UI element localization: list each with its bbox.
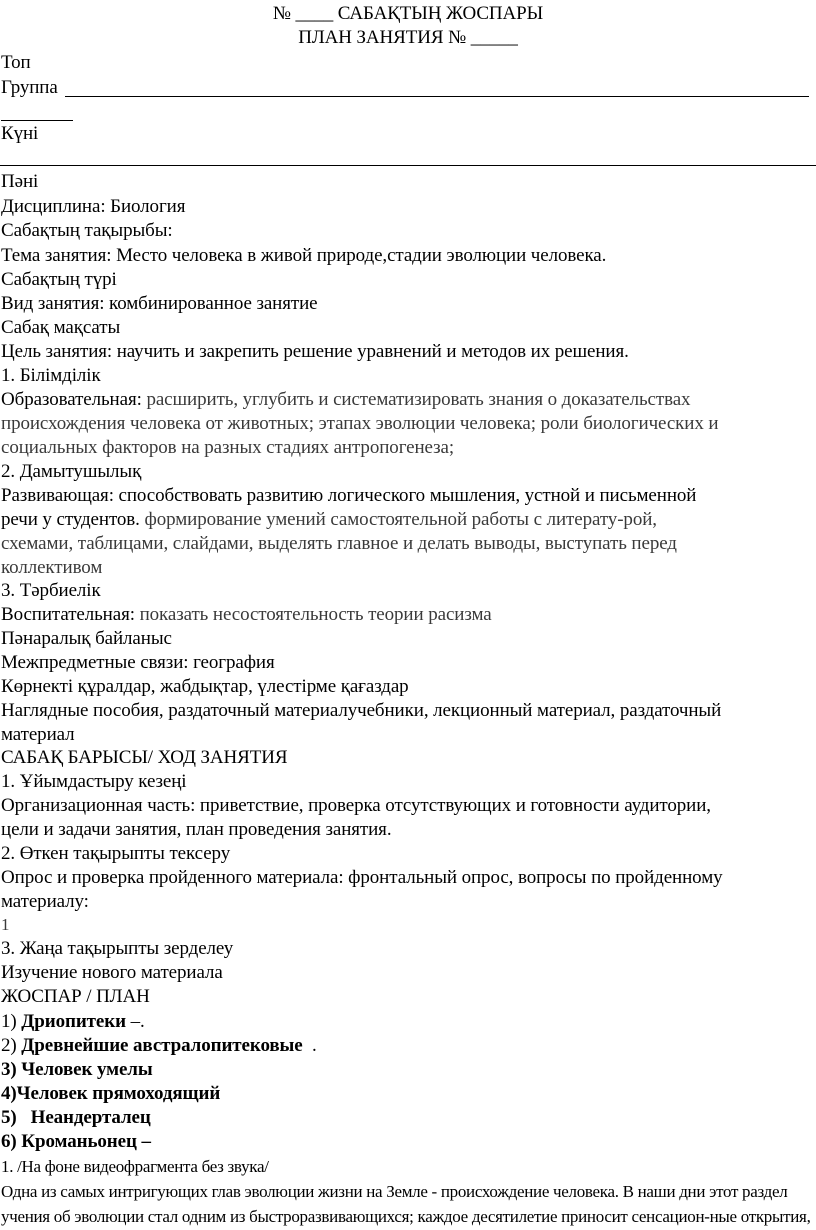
goal-edu-text-2: происхождения человека от животных; этапах эволюции человека; роли биологических и [1,413,719,434]
field-topic-ru: Тема занятия: Место человека в живой природе,стадии эволюции человека. [1,245,607,266]
plan-item-tail: . [302,1035,317,1056]
goal-edu-kz: 1. Білімділік [1,365,101,386]
field-type-kz: Сабақтың түрі [1,269,117,290]
goal-dev-text-1: Развивающая: способствовать развитию логического мышления, устной и письменной [1,485,697,506]
stage-new-kz: 3. Жаңа тақырыпты зерделеу [1,938,234,959]
stage-check-ru-2: материалу: [1,891,89,912]
plan-item-text: Человек прямоходящий [16,1083,221,1104]
plan-item [1,1083,220,1105]
plan-item-text: Древнейшие австралопитековые [21,1035,303,1056]
plan-item-text: Неандерталец [30,1107,151,1128]
visual-aids-kz: Көрнекті құралдар, жабдықтар, үлестірме қағаздар [1,676,409,697]
goal-dev-kz: 2. Дамытушылық [1,461,142,482]
plan-item-text: Дриопитеки [21,1011,126,1032]
short-underline [1,120,73,121]
goal-dev-text-3: схемами, таблицами, слайдами, выделять главное и делать выводы, выступать перед [1,533,677,554]
day-underline [0,165,816,166]
title-russian: ПЛАН ЗАНЯТИЯ № _____ [298,27,518,48]
goal-edu-text-1: расширить, углубить и систематизировать знания о доказательствах [146,389,691,410]
plan-item-number: 4) [1,1083,17,1104]
plan-item [1,1035,317,1057]
plan-item-number: 2) [1,1035,17,1056]
title-kazakh: № ____ САБАҚТЫҢ ЖОСПАРЫ [272,3,544,24]
plan-item-tail: –. [125,1011,145,1032]
field-top: Топ [1,52,31,73]
body-paragraph-line-1: Одна из самых интригующих глав эволюции жизни на Земле - происхождение человека. В наши дни этот раздел [1,1182,788,1201]
goal-dev-text-2a: речи у студентов. [1,509,140,530]
field-group: Группа [1,77,58,98]
plan-item-number: 1) [1,1011,17,1032]
group-underline [65,96,809,97]
interdisciplinary-kz: Пәнаралық байланыс [1,628,172,649]
field-type-ru: Вид занятия: комбинированное занятие [1,293,318,314]
goal-dev-text-2b: формирование умений самостоятельной работы с литерату-рой, [144,509,657,530]
visual-aids-ru-2: материал [1,724,75,745]
stage-new-ru: Изучение нового материала [1,962,223,983]
video-note: 1. /На фоне видеофрагмента без звука/ [1,1157,269,1176]
visual-aids-ru-1: Наглядные пособия, раздаточный материалучебники, лекционный материал, раздаточный [1,700,722,721]
field-day: Күні [1,123,39,144]
goal-upbringing-label: Воспитательная: [1,604,135,625]
stage-check-ru-1: Опрос и проверка пройденного материала: фронтальный опрос, вопросы по пройденному [1,867,723,888]
plan-item [1,1059,153,1081]
stage-check-number: 1 [1,915,10,934]
field-goal-kz: Сабақ мақсаты [1,317,121,338]
stage-org-kz: 1. Ұйымдастыру кезеңі [1,771,187,792]
plan-item [1,1011,145,1033]
plan-item-text: Человек умелы [21,1059,153,1080]
plan-item-number: 3) [1,1059,17,1080]
goal-dev-line-2 [1,509,657,531]
plan-heading: ЖОСПАР / ПЛАН [1,986,150,1007]
stage-org-ru-2: цели и задачи занятия, план проведения занятия. [1,819,392,840]
field-goal-ru: Цель занятия: научить и закрепить решение уравнений и методов их решения. [1,341,629,362]
field-topic-kz: Сабақтың тақырыбы: [1,220,173,241]
plan-item-number: 6) [1,1131,17,1152]
goal-edu-line-1 [1,389,690,411]
plan-item [1,1107,151,1129]
body-paragraph-line-2: учения об эволюции стал одним из быстроразвивающихся; каждое десятилетие приносит сенсацион-ные открытия, [1,1207,811,1226]
stage-org-ru-1: Организационная часть: приветствие, проверка отсутствующих и готовности аудитории, [1,795,711,816]
goal-upbringing-line [1,604,492,626]
goal-edu-text-3: социальных факторов на разных стадиях антропогенеза; [1,437,455,458]
interdisciplinary-ru: Межпредметные связи: география [1,652,275,673]
stage-check-kz: 2. Өткен тақырыпты тексеру [1,843,231,864]
field-discipline: Дисциплина: Биология [1,196,186,217]
goal-dev-text-4: коллективом [1,557,103,578]
field-subject-kz: Пәні [1,171,39,192]
goal-upbringing-kz: 3. Тәрбиелік [1,580,101,601]
goal-edu-label: Образовательная: [1,389,142,410]
plan-item [1,1131,151,1153]
plan-item-number: 5) [1,1107,17,1128]
plan-item-text: Кроманьонец – [21,1131,151,1152]
course-heading: САБАҚ БАРЫСЫ/ ХОД ЗАНЯТИЯ [1,747,288,768]
goal-upbringing-text: показать несостоятельность теории расизма [139,604,492,625]
